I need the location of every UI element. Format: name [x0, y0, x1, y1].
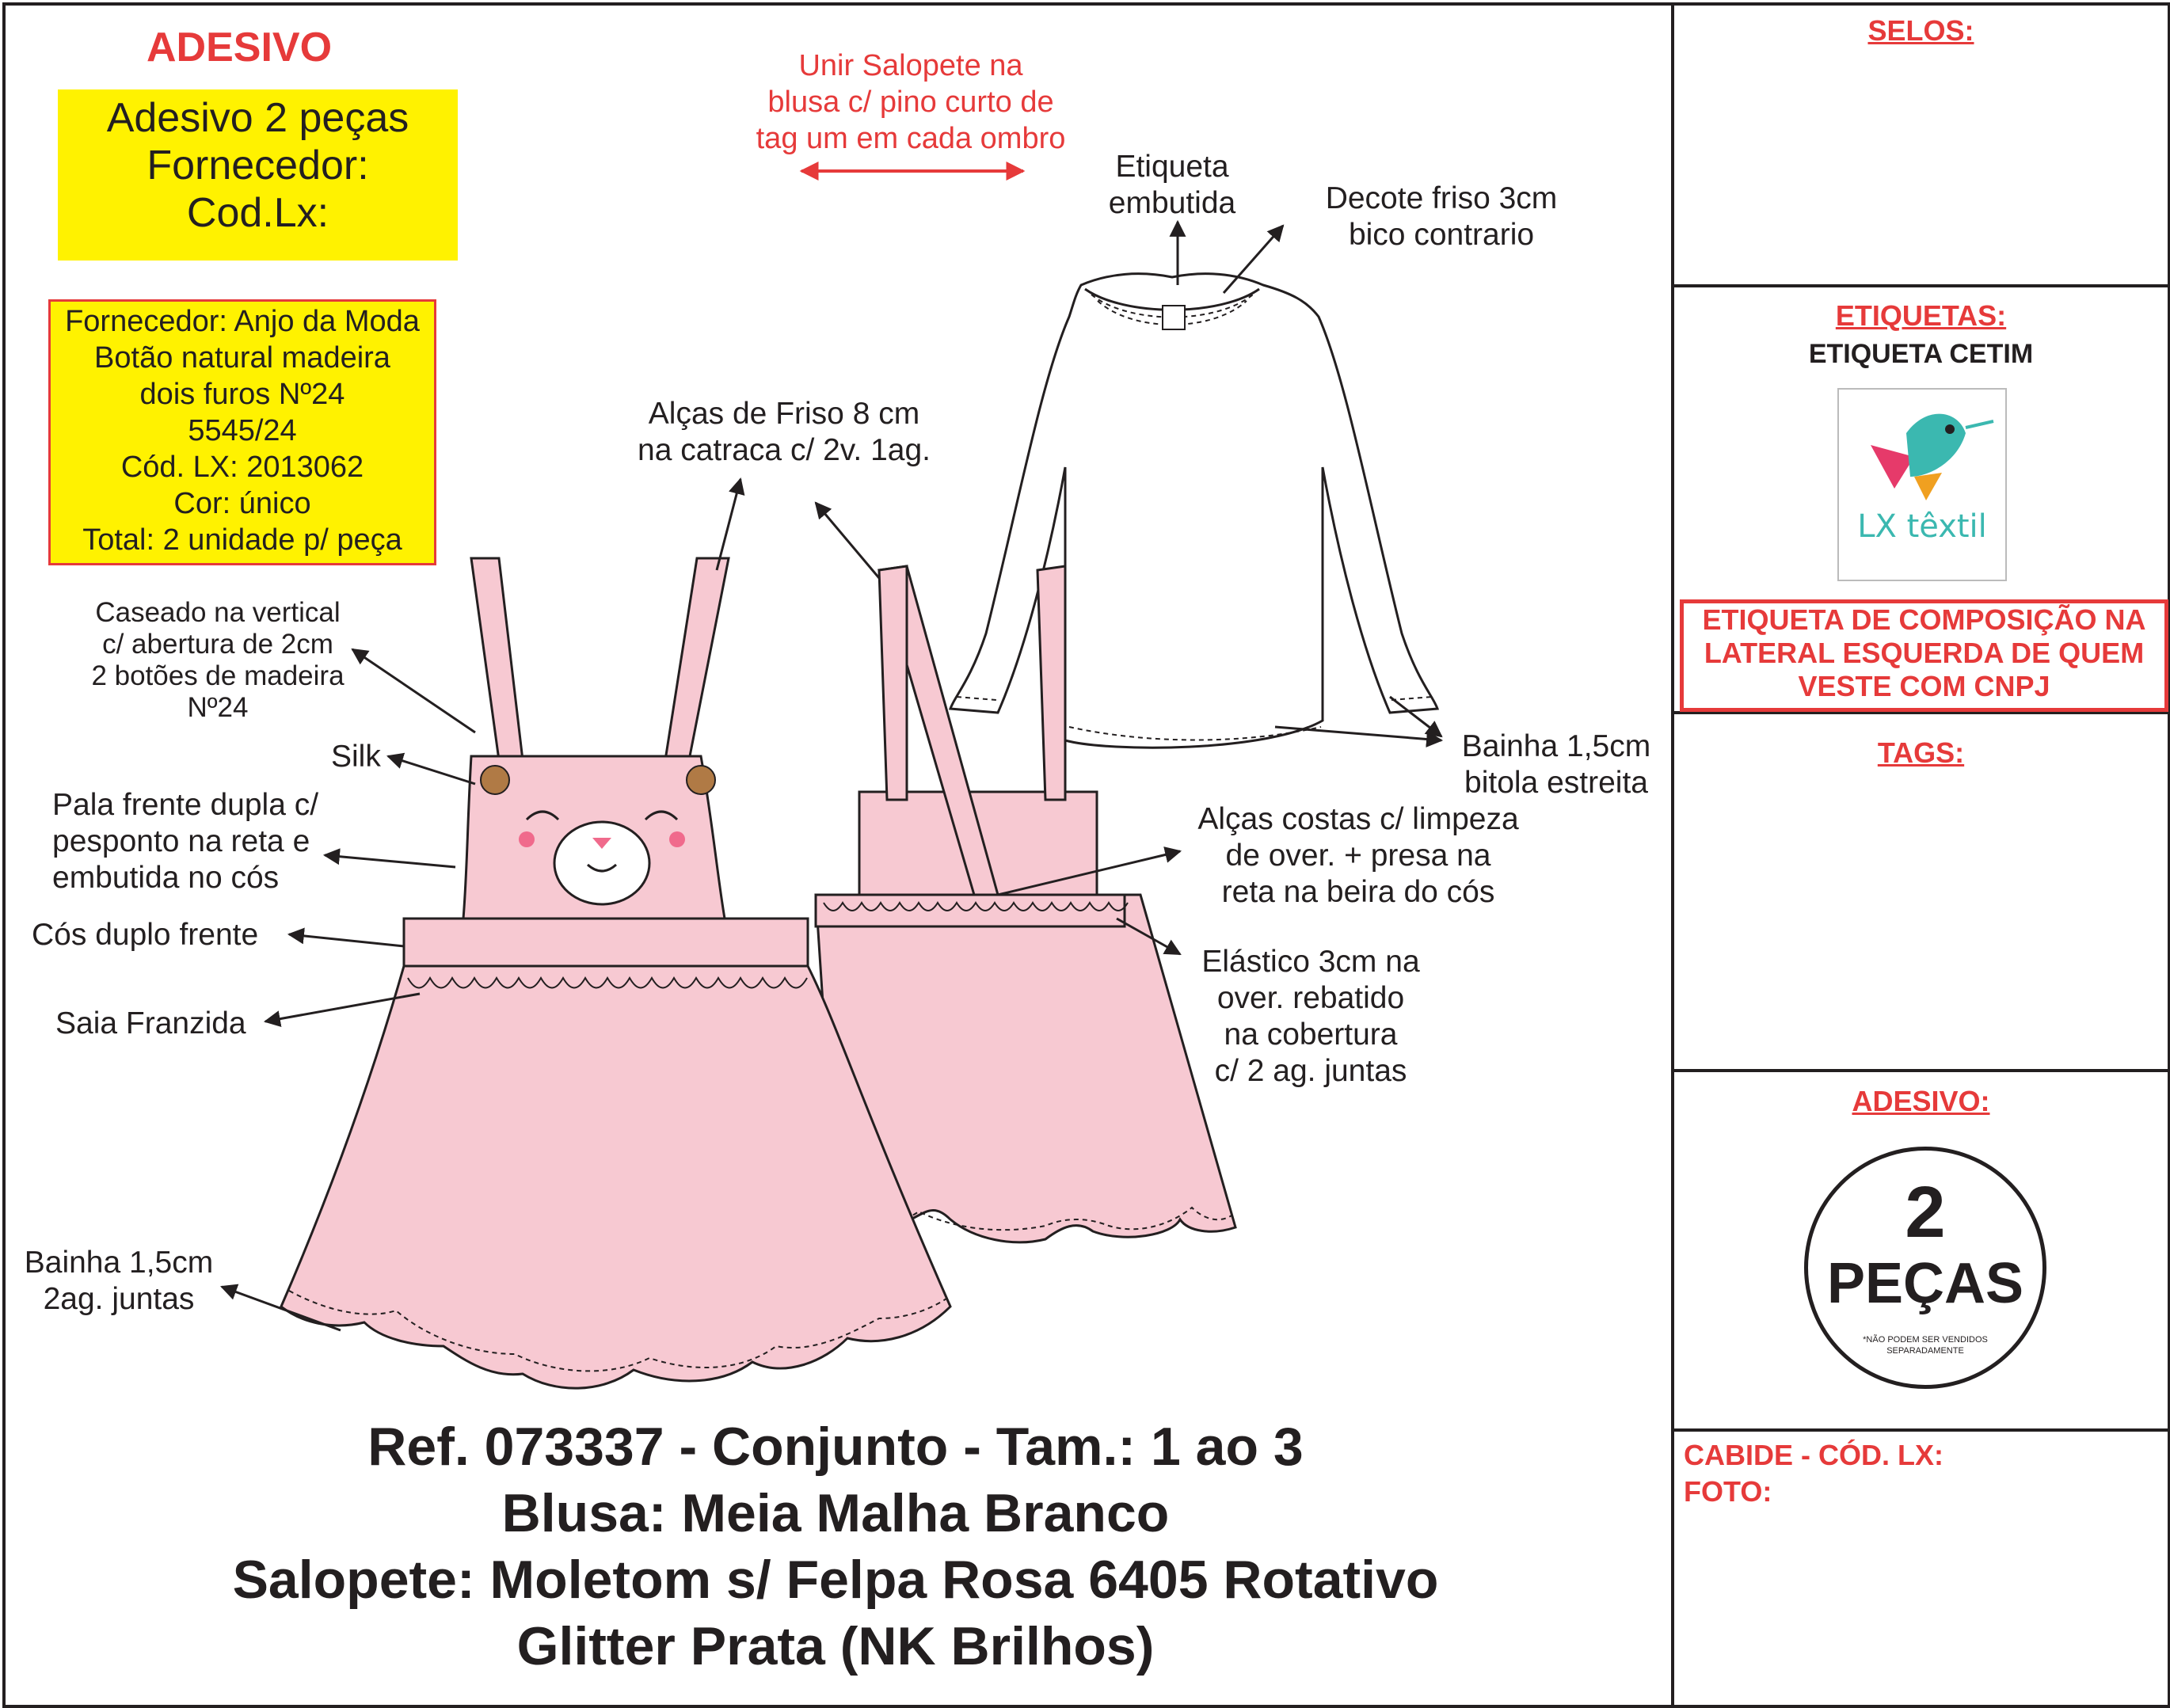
- composition-line-1: ETIQUETA DE COMPOSIÇÃO NA: [1702, 603, 2146, 636]
- callout-label-embedded-1: Etiqueta: [1115, 150, 1229, 184]
- callout-buttonhole-4: Nº24: [187, 692, 249, 723]
- callout-elastic-3: na cobertura: [1224, 1018, 1398, 1052]
- sticker-line-3: Cod.Lx:: [186, 190, 329, 236]
- callout-straps: [618, 396, 950, 469]
- sticker-sidebar-heading: ADESIVO:: [1852, 1085, 1990, 1117]
- callout-straps-1: Alças de Friso 8 cm: [648, 397, 920, 431]
- join-note-line-2: blusa c/ pino curto de: [767, 86, 1054, 119]
- supplier-line-7: Total: 2 unidade p/ peça: [82, 523, 402, 557]
- callout-hem-skirt-2: 2ag. juntas: [43, 1282, 195, 1316]
- callout-neckline: [1299, 181, 1584, 253]
- composition-label-box: [1680, 599, 2168, 712]
- sticker-line-1: Adesivo 2 peças: [106, 95, 409, 141]
- seals-heading: SELOS:: [1867, 14, 1974, 47]
- callout-neckline-2: bico contrario: [1348, 218, 1535, 252]
- two-pieces-badge: [1804, 1147, 2046, 1389]
- composition-line-3: VESTE COM CNPJ: [1798, 670, 2050, 702]
- callout-buttonhole: [79, 597, 356, 724]
- badge-number: 2: [1905, 1172, 1946, 1253]
- callout-silk: Silk: [331, 740, 381, 774]
- badge-word: PEÇAS: [1826, 1252, 2024, 1315]
- supplier-line-4: 5545/24: [188, 414, 297, 447]
- callout-back-straps: [1180, 801, 1536, 911]
- callout-elastic-4: c/ 2 ag. juntas: [1214, 1054, 1407, 1088]
- supplier-line-1: Fornecedor: Anjo da Moda: [65, 305, 420, 338]
- sidebar-divider-4: [1671, 1428, 2168, 1432]
- hanger-code-label: CABIDE - CÓD. LX:: [1684, 1439, 1943, 1471]
- join-note-line-1: Unir Salopete na: [798, 49, 1023, 82]
- photo-label: FOTO:: [1684, 1475, 1772, 1508]
- supplier-line-2: Botão natural madeira: [94, 341, 390, 375]
- callout-yoke-2: pesponto na reta e: [52, 824, 310, 858]
- title-line-1: Ref. 073337 - Conjunto - Tam.: 1 ao 3: [367, 1417, 1304, 1477]
- tags-heading: TAGS:: [1877, 736, 1965, 769]
- callout-yoke-1: Pala frente dupla c/: [52, 788, 319, 822]
- callout-neckline-1: Decote friso 3cm: [1325, 181, 1558, 215]
- sidebar-divider-1: [1671, 284, 2168, 287]
- callout-buttonhole-3: 2 botões de madeira: [91, 660, 345, 691]
- title-block: [0, 1413, 1671, 1679]
- lx-label-logo: [1837, 388, 2007, 581]
- supplier-line-3: dois furos Nº24: [139, 378, 345, 411]
- sticker-heading: ADESIVO: [147, 25, 333, 70]
- callout-hem-skirt: [8, 1245, 230, 1318]
- composition-line-2: LATERAL ESQUERDA DE QUEM: [1704, 637, 2145, 669]
- callout-yoke-3: embutida no cós: [52, 861, 280, 895]
- callout-label-embedded: [1093, 149, 1251, 222]
- callout-hem-blouse-2: bitola estreita: [1464, 766, 1648, 800]
- callout-yoke: [52, 787, 318, 896]
- supplier-line-5: Cód. LX: 2013062: [120, 451, 364, 484]
- title-line-3: Salopete: Moletom s/ Felpa Rosa 6405 Rotativo: [232, 1550, 1439, 1610]
- sidebar-divider: [1671, 2, 1674, 1705]
- supplier-line-6: Cor: único: [173, 487, 311, 520]
- callout-elastic-1: Elástico 3cm na: [1201, 945, 1420, 979]
- blouse-drawing: [950, 274, 1437, 748]
- callout-hem-blouse: [1449, 728, 1663, 801]
- labels-heading: ETIQUETAS:: [1835, 299, 2007, 332]
- title-line-4: Glitter Prata (NK Brilhos): [516, 1616, 1155, 1676]
- callout-back-straps-2: de over. + presa na: [1225, 839, 1491, 873]
- callout-back-straps-1: Alças costas c/ limpeza: [1197, 802, 1519, 836]
- badge-small-text: *NÃO PODEM SER VENDIDOS SEPARADAMENTE: [1863, 1335, 1988, 1356]
- callout-hem-blouse-1: Bainha 1,5cm: [1461, 729, 1651, 763]
- callout-elastic: [1188, 944, 1433, 1090]
- callout-hem-skirt-1: Bainha 1,5cm: [24, 1246, 214, 1280]
- callout-straps-2: na catraca c/ 2v. 1ag.: [638, 433, 931, 467]
- lx-logo-text: LX têxtil: [1857, 508, 1987, 545]
- callout-skirt: Saia Franzida: [55, 1006, 246, 1040]
- callout-waistband: Cós duplo frente: [32, 918, 259, 952]
- sidebar-divider-3: [1671, 1069, 2168, 1072]
- title-line-2: Blusa: Meia Malha Branco: [501, 1483, 1170, 1543]
- callout-buttonhole-1: Caseado na vertical: [95, 597, 341, 628]
- hummingbird-icon: [1839, 390, 2005, 580]
- callout-back-straps-3: reta na beira do cós: [1221, 875, 1495, 909]
- label-type: ETIQUETA CETIM: [1808, 339, 2034, 369]
- join-note-line-3: tag um em cada ombro: [756, 122, 1066, 155]
- sticker-line-2: Fornecedor:: [147, 143, 369, 188]
- callout-label-embedded-2: embutida: [1108, 186, 1236, 220]
- callout-elastic-2: over. rebatido: [1216, 981, 1405, 1015]
- callout-buttonhole-2: c/ abertura de 2cm: [102, 629, 333, 660]
